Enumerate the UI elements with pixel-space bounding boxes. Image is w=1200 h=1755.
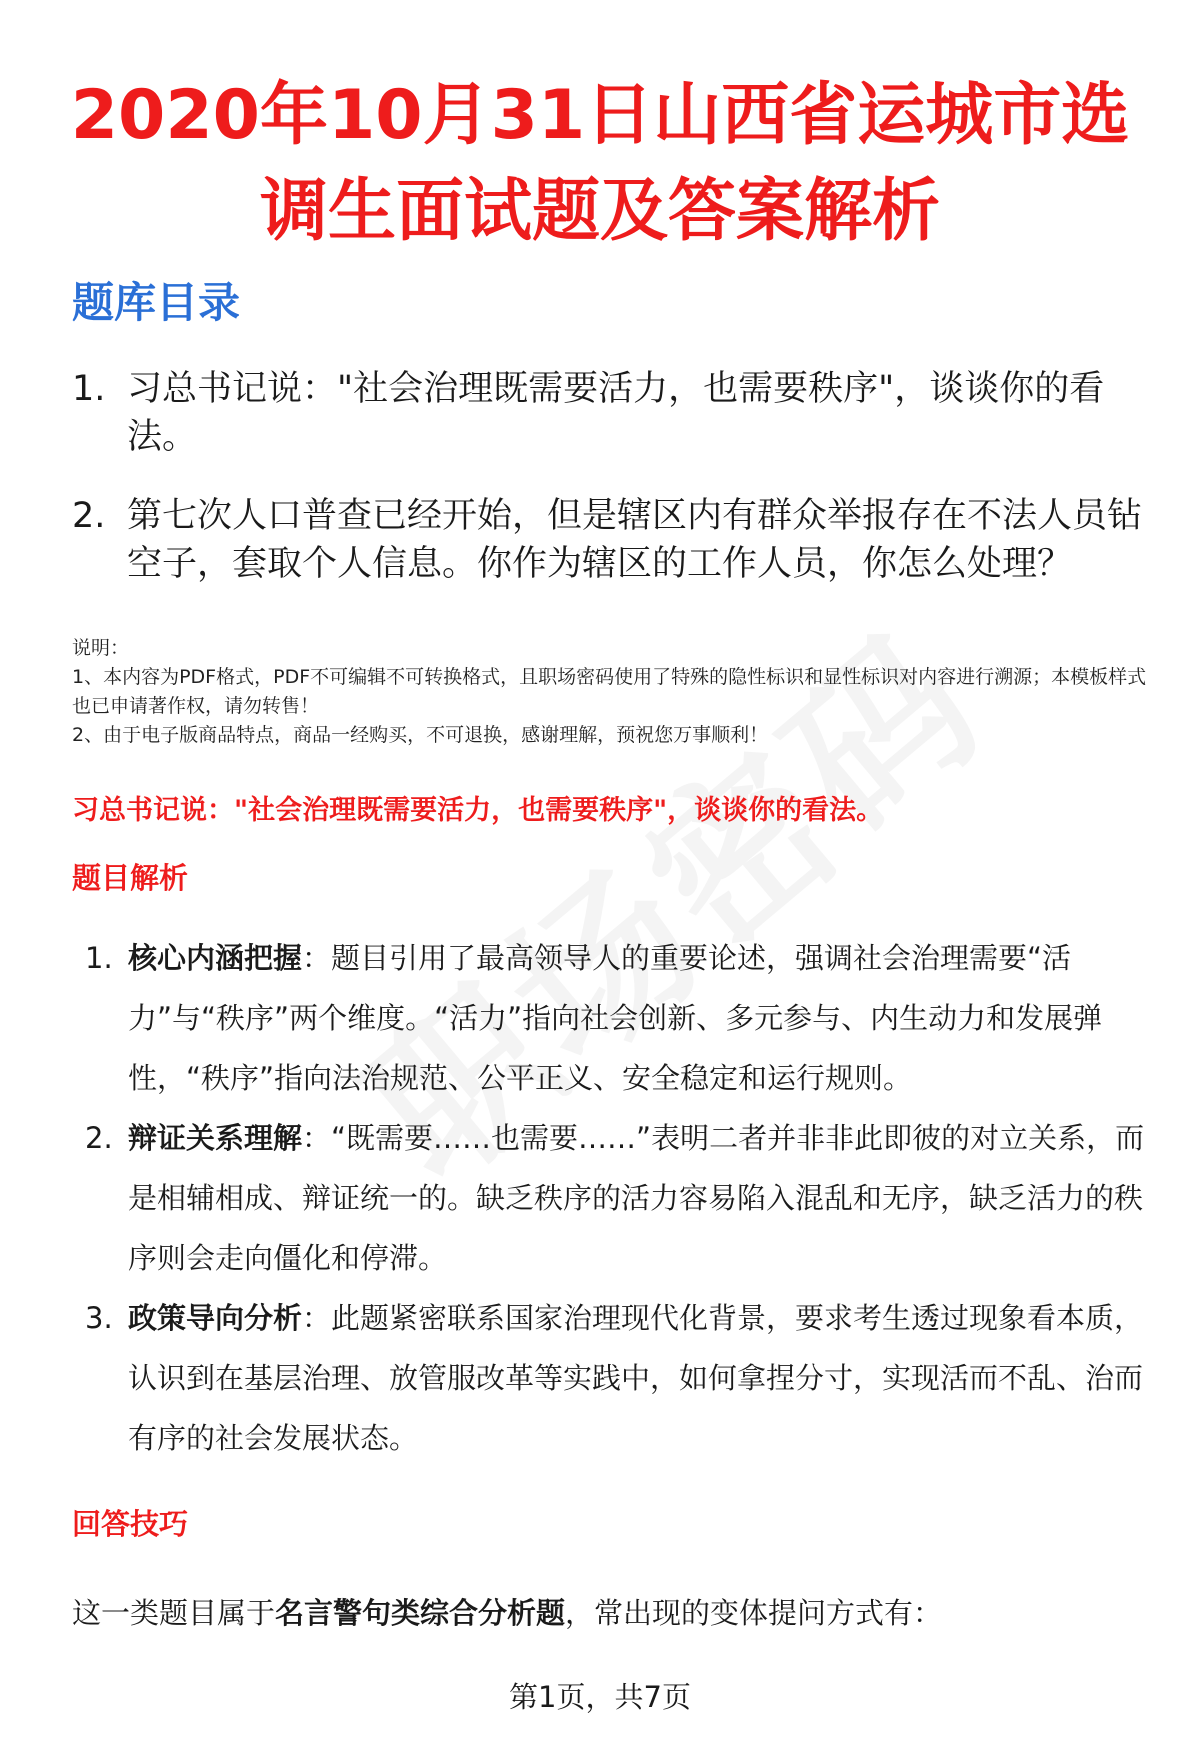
analysis-item-term: 辩证关系理解 [128,1121,303,1155]
analysis-item [85,928,1145,1108]
analysis-item-text [128,1288,1145,1468]
toc-item [72,492,1152,588]
toc-heading: 题库目录 [72,278,241,327]
analysis-item-body: ：“既需要……也需要……”表明二者并非非此即彼的对立关系，而是相辅相成、辩证统一的。缺乏秩序的活力容易陷入混乱和无序，缺乏活力的秩序则会走向僵化和停滞。 [128,1121,1145,1275]
page-footer: 第1页，共7页 [509,1680,691,1714]
tips-suffix: ，常出现的变体提问方式有： [565,1596,943,1630]
toc-item-text: 第七次人口普查已经开始，但是辖区内有群众举报存在不法人员钻空子，套取个人信息。你作为辖区的工作人员，你怎么处理？ [127,496,1143,584]
analysis-item-text [128,1108,1145,1288]
analysis-item-term: 核心内涵把握 [128,941,303,975]
notes-section [72,634,1162,750]
tips-heading: 回答技巧 [72,1507,189,1541]
question-title: 习总书记说："社会治理既需要活力，也需要秩序"，谈谈你的看法。 [72,795,884,826]
analysis-item [85,1108,1145,1288]
page-title [60,68,1140,260]
title-line-2: 调生面试题及答案解析 [259,172,940,251]
analysis-item-term: 政策导向分析 [128,1301,303,1335]
toc-item-number: 2. [72,496,106,536]
analysis-item-body: ：题目引用了最高领导人的重要论述，强调社会治理需要“活力”与“秩序”两个维度。“活力”指向社会创新、多元参与、内生动力和发展弹性，“秩序”指向法治规范、公平正义、安全稳定和运行规则。 [128,941,1103,1095]
analysis-item-number: 3. [85,1301,113,1335]
toc-item-number: 1. [72,369,106,409]
notes-line-2: 2、由于电子版商品特点，商品一经购买，不可退换，感谢理解，预祝您万事顺利！ [72,724,769,746]
analysis-heading: 题目解析 [72,861,189,895]
toc-item-text: 习总书记说："社会治理既需要活力，也需要秩序"，谈谈你的看法。 [127,369,1105,457]
analysis-item [85,1288,1145,1468]
tips-prefix: 这一类题目属于 [72,1596,276,1630]
analysis-item-text [128,928,1145,1108]
tips-paragraph [72,1591,942,1632]
tips-bold: 名言警句类综合分析题 [275,1596,566,1630]
toc-item [72,365,1152,461]
analysis-item-number: 2. [85,1121,113,1155]
notes-label: 说明： [72,637,130,659]
analysis-item-body: ：此题紧密联系国家治理现代化背景，要求考生透过现象看本质，认识到在基层治理、放管服改革等实践中，如何拿捏分寸，实现活而不乱、治而有序的社会发展状态。 [128,1301,1144,1455]
notes-line-1: 1、本内容为PDF格式，PDF不可编辑不可转换格式，且职场密码使用了特殊的隐性标识和显性标识对内容进行溯源；本模板样式也已申请著作权，请勿转售！ [72,666,1147,717]
title-line-1: 2020年10月31日山西省运城市选 [70,76,1130,155]
analysis-item-number: 1. [85,941,113,975]
